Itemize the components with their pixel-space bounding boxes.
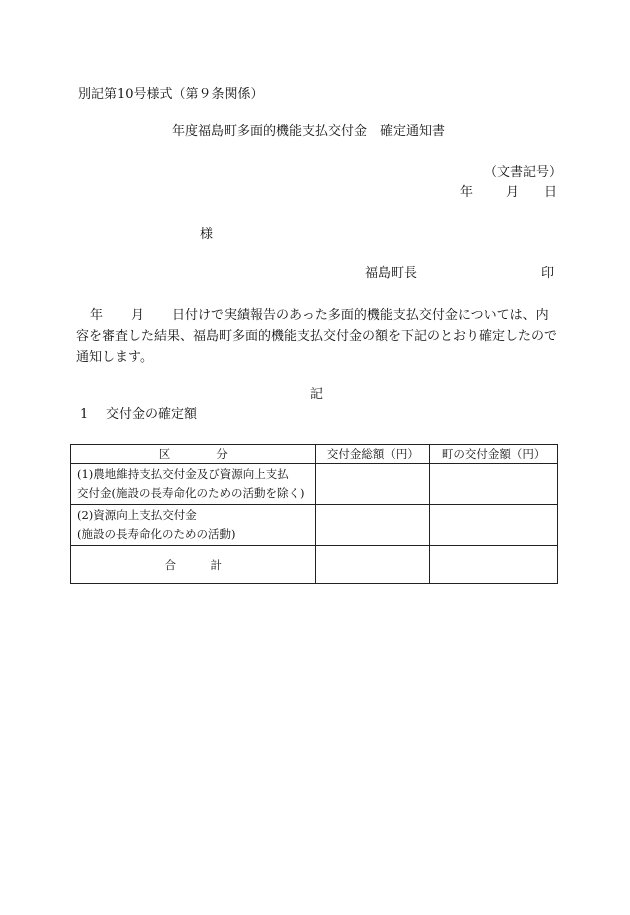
- row-town-amount-cell[interactable]: [430, 464, 558, 505]
- confirmed-amount-table: [70, 444, 558, 584]
- date-day: 日: [544, 185, 558, 200]
- body-text: 日付けで実績報告のあった多面的機能支払交付金については、内容を審査した結果、福島町多面的機能支払交付金の額を下記のとおり確定したので通知します。: [76, 308, 558, 365]
- table-row: [71, 505, 558, 546]
- total-town-amount-cell[interactable]: [430, 546, 558, 584]
- row-total-amount-cell[interactable]: [316, 505, 430, 546]
- issuer-name: 福島町長: [365, 266, 418, 281]
- document-title: 年度福島町多面的機能支払交付金 確定通知書: [172, 124, 446, 139]
- row-label: [71, 464, 316, 505]
- row-total-amount-cell[interactable]: [316, 464, 430, 505]
- body-month: 月: [131, 308, 145, 323]
- notice-body: [76, 305, 558, 368]
- ki-heading: 記: [310, 387, 324, 402]
- header-category: 区 分: [71, 445, 316, 464]
- table-header-row: [71, 445, 558, 464]
- total-label: 合 計: [71, 546, 316, 584]
- section-heading: [80, 408, 197, 421]
- body-year: 年: [90, 308, 104, 323]
- total-amount-cell[interactable]: [316, 546, 430, 584]
- table-row: [71, 464, 558, 505]
- form-number-label: 別記第10号様式（第９条関係）: [78, 87, 264, 102]
- row-label-line1: (2)資源向上支払交付金: [77, 508, 197, 522]
- addressee-honorific: 様: [200, 227, 214, 242]
- section-number: 1: [80, 407, 89, 422]
- document-reference-number: （文書記号）: [484, 165, 563, 180]
- header-town-amount: 町の交付金額（円）: [430, 445, 558, 464]
- seal-mark: 印: [541, 266, 555, 281]
- date-month: 月: [506, 185, 520, 200]
- date-year: 年: [460, 185, 474, 200]
- section-title: 交付金の確定額: [106, 407, 198, 422]
- row-label-line1: (1)農地維持支払交付金及び資源向上支払: [77, 467, 289, 481]
- table-total-row: [71, 546, 558, 584]
- row-label-line2: (施設の長寿命化のための活動): [77, 527, 236, 541]
- header-total-amount: 交付金総額（円）: [316, 445, 430, 464]
- row-label-line2: 交付金(施設の長寿命化のための活動を除く): [77, 486, 305, 500]
- row-town-amount-cell[interactable]: [430, 505, 558, 546]
- row-label: [71, 505, 316, 546]
